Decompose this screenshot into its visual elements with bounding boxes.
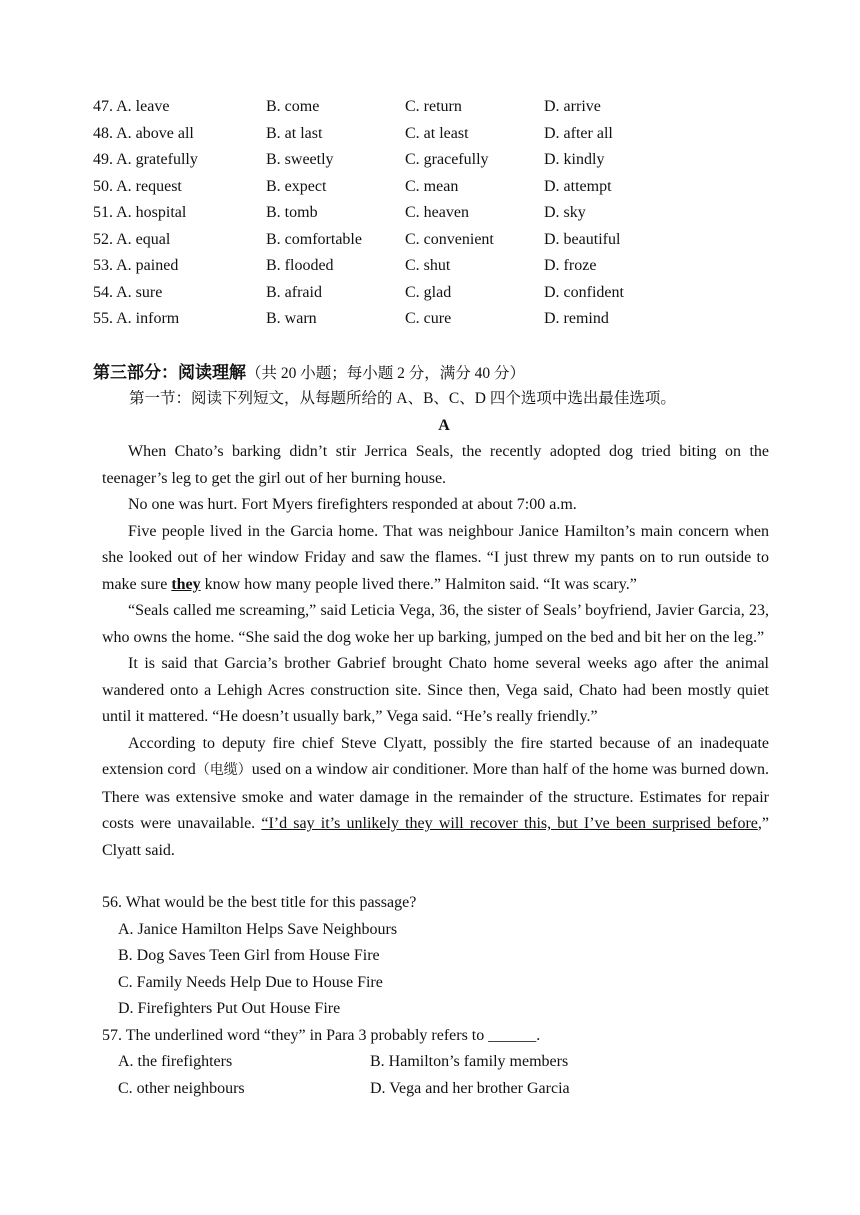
paragraph-4: “Seals called me screaming,” said Leticia Vega, 36, the sister of Seals’ boyfriend, Javier Garcia, 23, who owns the home. “She said the dog woke her up barking, jumped on the bed and bit her on the leg.” <box>102 602 769 646</box>
option-a: 55. A. inform <box>93 310 180 327</box>
option-b: B. tomb <box>266 204 318 221</box>
option-c: C. return <box>405 98 462 115</box>
options-row-52 <box>93 227 793 253</box>
option-a: 53. A. pained <box>93 257 179 274</box>
option-d: D. froze <box>544 257 597 274</box>
option-b: B. flooded <box>266 257 334 274</box>
option-a: 52. A. equal <box>93 231 171 248</box>
paragraph-1: When Chato’s barking didn’t stir Jerrica Seals, the recently adopted dog tried biting on the teenager’s leg to get the girl out of her burning house. <box>102 443 769 487</box>
option-a: 49. A. gratefully <box>93 151 198 168</box>
option-a: 50. A. request <box>93 178 182 195</box>
option-d: D. confident <box>544 284 624 301</box>
option-c: C. shut <box>405 257 451 274</box>
options-row-54 <box>93 280 793 306</box>
question-57: 57. The underlined word “they” in Para 3 probably refers to ______. <box>102 1027 541 1044</box>
option-a: 47. A. leave <box>93 98 170 115</box>
options-row-47 <box>93 94 793 120</box>
question-56-option-b: B. Dog Saves Teen Girl from House Fire <box>118 947 380 964</box>
question-56-option-d: D. Firefighters Put Out House Fire <box>118 1000 341 1017</box>
option-c: C. mean <box>405 178 459 195</box>
question-57-option-a: A. the firefighters <box>118 1053 233 1070</box>
paragraph-3 <box>102 519 769 599</box>
section-title: 第三部分：阅读理解 <box>93 363 246 383</box>
question-57-option-c: C. other neighbours <box>118 1080 245 1097</box>
reading-passage <box>102 439 769 864</box>
chinese-gloss: （电缆） <box>195 763 252 778</box>
option-d: D. attempt <box>544 178 612 195</box>
option-d: D. remind <box>544 310 609 327</box>
options-row-49 <box>93 147 793 173</box>
options-row-55 <box>93 306 793 332</box>
option-d: D. beautiful <box>544 231 621 248</box>
options-row-53 <box>93 253 793 279</box>
question-57-option-b: B. Hamilton’s family members <box>370 1053 569 1070</box>
option-d: D. after all <box>544 125 613 142</box>
option-b: B. comfortable <box>266 231 362 248</box>
options-row-50 <box>93 174 793 200</box>
option-a: 51. A. hospital <box>93 204 187 221</box>
option-d: D. arrive <box>544 98 601 115</box>
section-heading <box>93 361 525 385</box>
paragraph-2: No one was hurt. Fort Myers firefighters responded at about 7:00 a.m. <box>128 496 577 513</box>
option-c: C. convenient <box>405 231 494 248</box>
option-a: 48. A. above all <box>93 125 194 142</box>
section-note: （共 20 小题；每小题 2 分，满分 40 分） <box>246 365 526 382</box>
paragraph-3-text-end: know how many people lived there.” Halmiton said. “It was scary.” <box>200 575 637 593</box>
paragraph-3-text: Five people lived in the Garcia home. That was neighbour Janice Hamilton’s main concern when she looked out of her window Friday and saw the flames. “I just threw my pants on to run outside to make sure <box>102 522 769 593</box>
option-c: C. heaven <box>405 204 469 221</box>
option-d: D. sky <box>544 204 586 221</box>
question-56: 56. What would be the best title for this passage? <box>102 894 417 911</box>
question-56-option-a: A. Janice Hamilton Helps Save Neighbours <box>118 921 398 938</box>
underlined-sentence: “I’d say it’s unlikely they will recover this, but I’ve been surprised before <box>261 815 758 832</box>
option-b: B. come <box>266 98 320 115</box>
options-row-51 <box>93 200 793 226</box>
paragraph-6-text-mid: used on a window air conditioner. More than half of the home was burned down. There was extensive smoke and water damage in the remainder of the structure. Estimates for repair costs were unavailable. <box>102 761 770 832</box>
option-b: B. warn <box>266 310 317 327</box>
option-c: C. at least <box>405 125 469 142</box>
option-a: 54. A. sure <box>93 284 163 301</box>
paragraph-6 <box>102 731 769 865</box>
section-instruction: 第一节：阅读下列短文，从每题所给的 A、B、C、D 四个选项中选出最佳选项。 <box>129 390 676 407</box>
option-c: C. cure <box>405 310 452 327</box>
option-c: C. gracefully <box>405 151 489 168</box>
question-57-option-d: D. Vega and her brother Garcia <box>370 1080 570 1097</box>
underlined-word-they: they <box>171 575 201 593</box>
paragraph-5: It is said that Garcia’s brother Gabrief brought Chato home several weeks ago after the animal wandered onto a Lehigh Acres construction site. Since then, Vega said, Chato had been mostly quiet until it mattered. “He doesn’t usually bark,” Vega said. “He’s really friendly.” <box>102 655 769 725</box>
option-c: C. glad <box>405 284 452 301</box>
option-b: B. afraid <box>266 284 322 301</box>
paragraph-6-text-end: ,” Clyatt said. <box>102 815 770 859</box>
option-b: B. at last <box>266 125 323 142</box>
passage-letter: A <box>438 417 450 434</box>
option-b: B. sweetly <box>266 151 334 168</box>
paragraph-6-text: According to deputy fire chief Steve Clyatt, possibly the fire started because of an inadequate extension cord <box>102 734 769 778</box>
question-56-option-c: C. Family Needs Help Due to House Fire <box>118 974 383 991</box>
options-row-48 <box>93 121 793 147</box>
option-b: B. expect <box>266 178 327 195</box>
option-d: D. kindly <box>544 151 605 168</box>
